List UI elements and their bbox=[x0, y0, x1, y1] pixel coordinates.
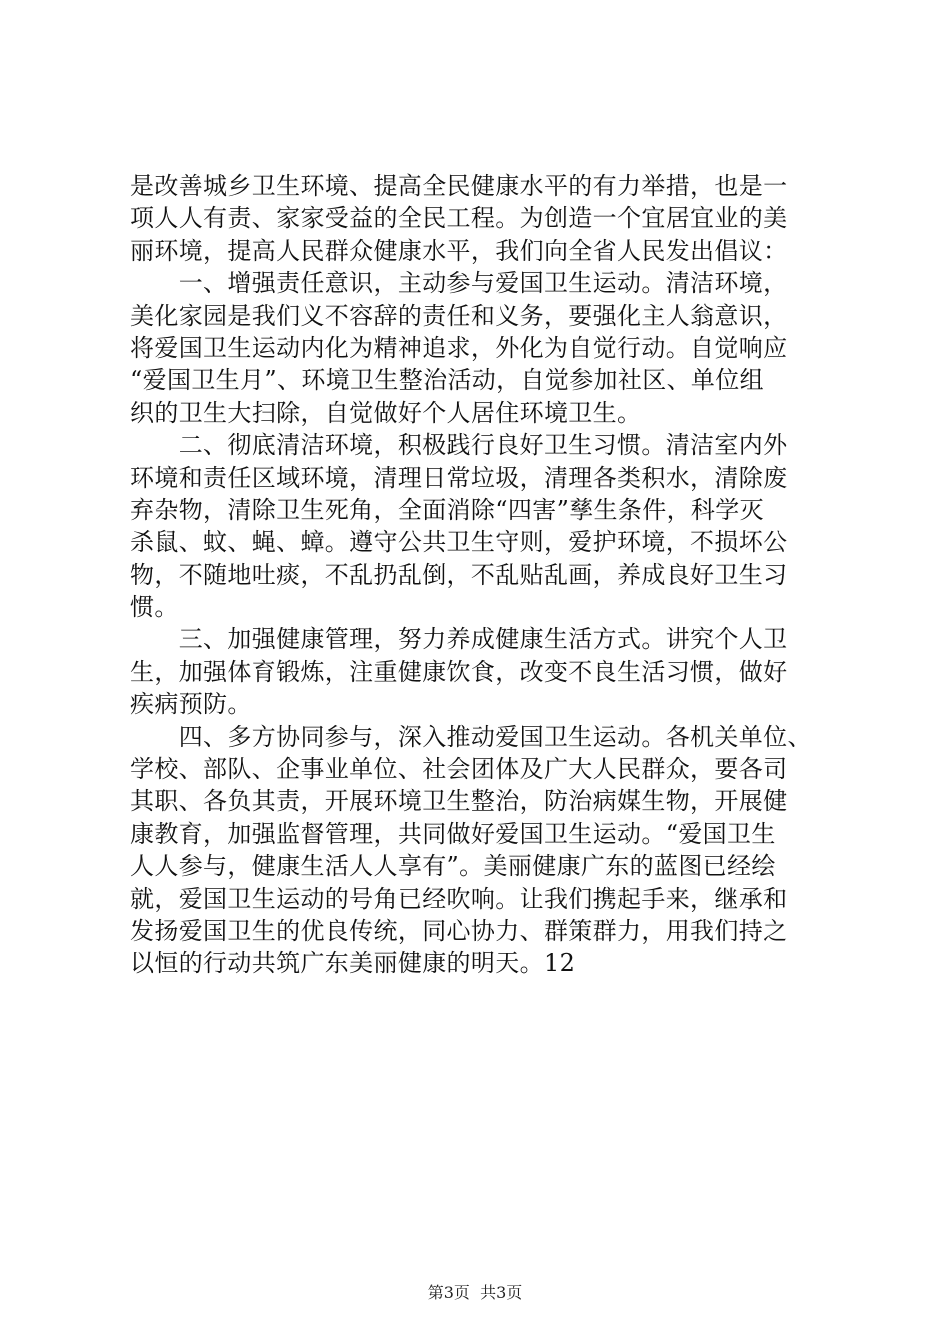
text-line: 生，加强体育锻炼，注重健康饮食，改变不良生活习惯，做好 bbox=[130, 657, 788, 686]
text-line: 一、增强责任意识，主动参与爱国卫生运动。清洁环境， bbox=[130, 269, 788, 298]
text-line: 康教育，加强监督管理，共同做好爱国卫生运动。“爱国卫生 bbox=[130, 819, 776, 848]
text-line: 是改善城乡卫生环境、提高全民健康水平的有力举措，也是一 bbox=[130, 172, 788, 200]
page-footer bbox=[0, 1283, 950, 1303]
text-line: 以恒的行动共筑广东美丽健康的明天。12 bbox=[130, 949, 576, 978]
text-line: 将爱国卫生运动内化为精神追求，外化为自觉行动。自觉响应 bbox=[130, 333, 788, 362]
text-line: 织的卫生大扫除，自觉做好个人居住环境卫生。 bbox=[130, 398, 642, 427]
text-line: “爱国卫生月”、环境卫生整治活动，自觉参加社区、单位组 bbox=[130, 366, 764, 395]
text-line: 美化家园是我们义不容辞的责任和义务，要强化主人翁意识， bbox=[130, 301, 788, 330]
text-line: 就，爱国卫生运动的号角已经吹响。让我们携起手来，继承和 bbox=[130, 884, 788, 913]
text-line: 物，不随地吐痰，不乱扔乱倒，不乱贴乱画，养成良好卫生习 bbox=[130, 560, 788, 589]
text-line: 学校、部队、企事业单位、社会团体及广大人民群众，要各司 bbox=[130, 755, 788, 784]
text-line: 发扬爱国卫生的优良传统，同心协力、群策群力，用我们持之 bbox=[130, 916, 788, 945]
body-text bbox=[130, 170, 830, 980]
text-line: 环境和责任区域环境，清理日常垃圾，清理各类积水，清除废 bbox=[130, 463, 788, 492]
text-line: 四、多方协同参与，深入推动爱国卫生运动。各机关单位、 bbox=[130, 722, 812, 751]
page-number-label: 第3页 共3页 bbox=[427, 1283, 523, 1302]
text-line: 杀鼠、蚊、蝇、蟑。遵守公共卫生守则，爱护环境，不损坏公 bbox=[130, 528, 788, 557]
text-line: 三、加强健康管理，努力养成健康生活方式。讲究个人卫 bbox=[130, 625, 788, 654]
text-line: 弃杂物，清除卫生死角，全面消除“四害”孳生条件，科学灭 bbox=[130, 495, 764, 524]
text-line: 项人人有责、家家受益的全民工程。为创造一个宜居宜业的美 bbox=[130, 204, 788, 233]
text-line: 其职、各负其责，开展环境卫生整治，防治病媒生物，开展健 bbox=[130, 787, 788, 816]
text-line: 人人参与，健康生活人人享有”。美丽健康广东的蓝图已经绘 bbox=[130, 852, 776, 881]
text-line: 惯。 bbox=[130, 593, 179, 622]
text-line: 疾病预防。 bbox=[130, 690, 252, 719]
text-line: 二、彻底清洁环境，积极践行良好卫生习惯。清洁室内外 bbox=[130, 431, 788, 460]
text-line: 丽环境，提高人民群众健康水平，我们向全省人民发出倡议： bbox=[130, 236, 788, 265]
